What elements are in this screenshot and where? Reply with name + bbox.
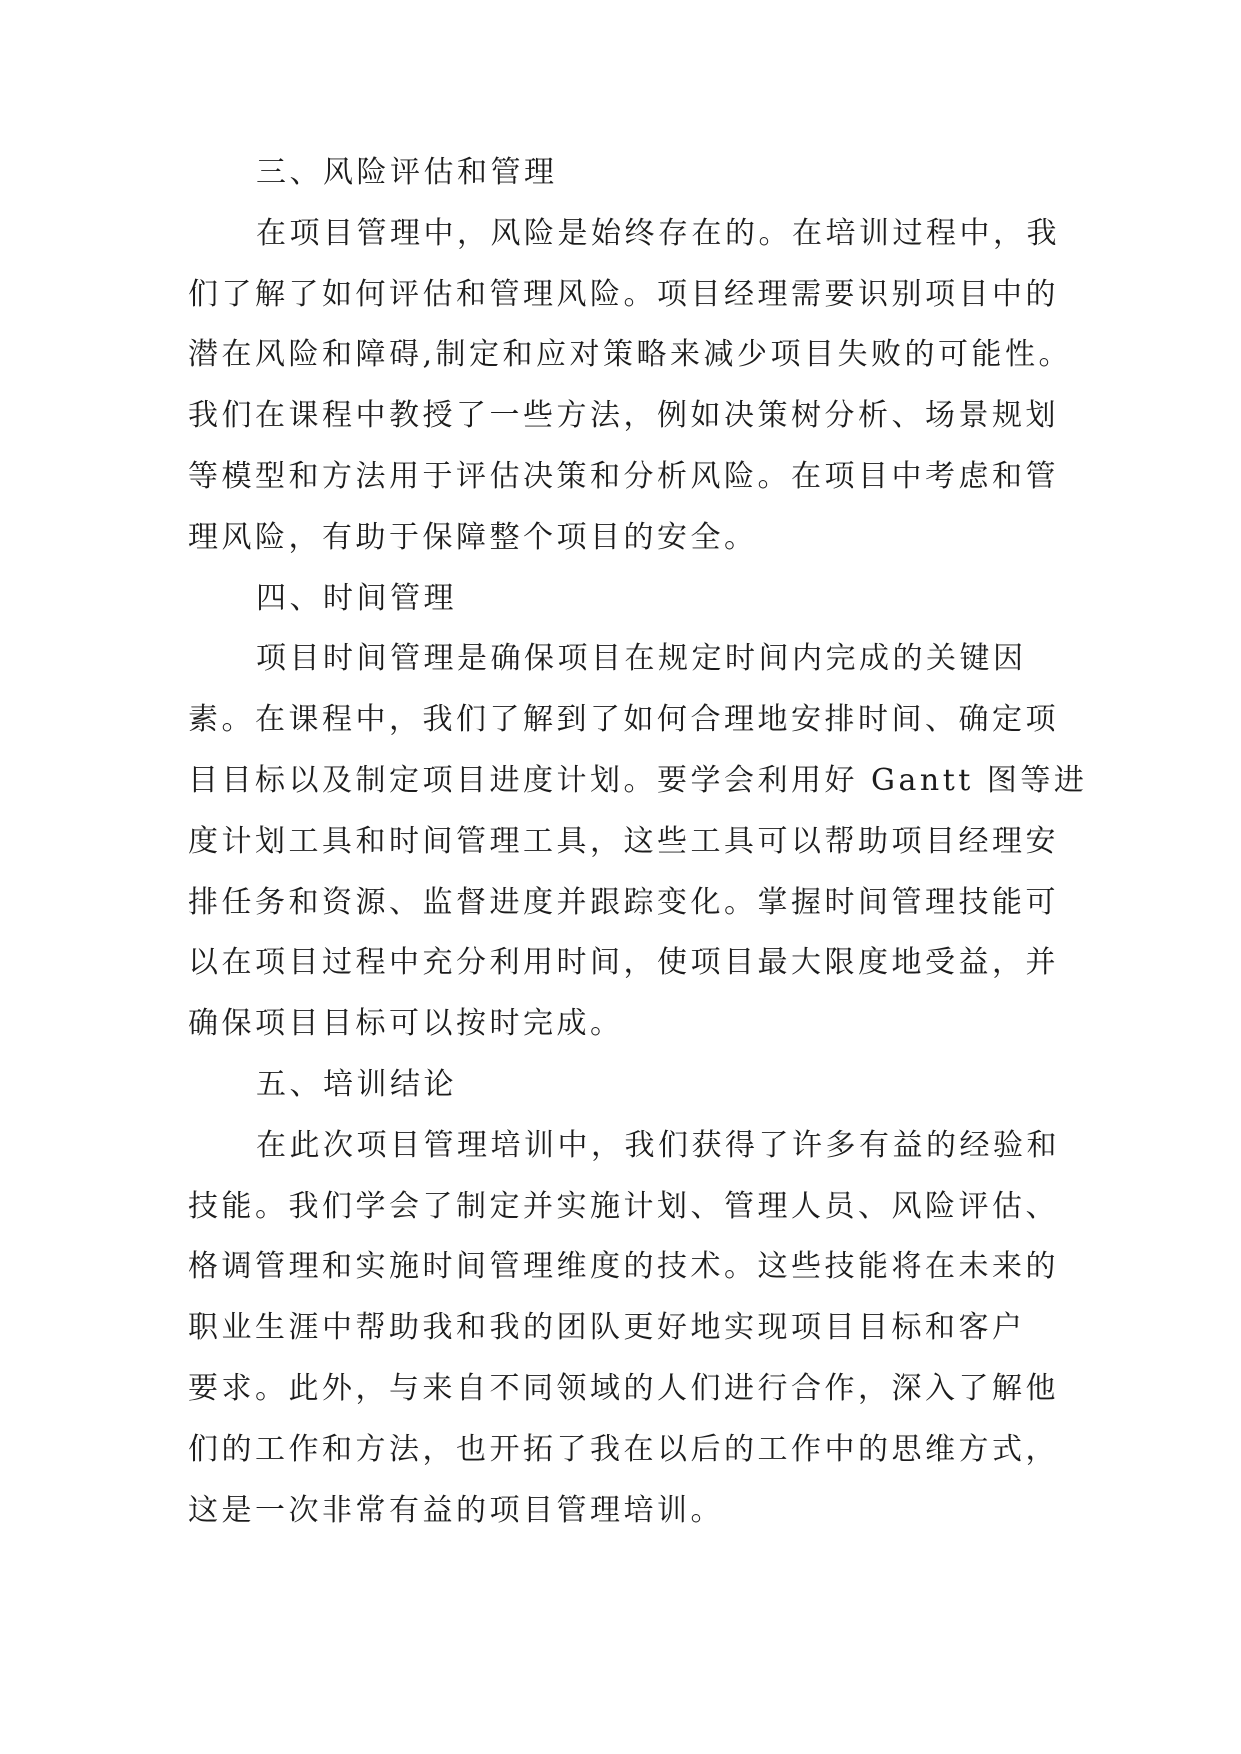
paragraph-line: 技能。我们学会了制定并实施计划、管理人员、风险评估、	[188, 1188, 1059, 1224]
paragraph-line: 等模型和方法用于评估决策和分析风险。在项目中考虑和管	[188, 458, 1059, 494]
paragraph-line: 素。在课程中，我们了解到了如何合理地安排时间、确定项	[188, 702, 1059, 738]
paragraph-line: 我们在课程中教授了一些方法，例如决策树分析、场景规划	[188, 398, 1059, 434]
paragraph-line: 排任务和资源、监督进度并跟踪变化。掌握时间管理技能可	[188, 884, 1059, 920]
paragraph-line: 目目标以及制定项目进度计划。要学会利用好 Gantt 图等进	[188, 762, 1088, 798]
paragraph-line: 理风险，有助于保障整个项目的安全。	[188, 519, 758, 555]
paragraph-line: 项目时间管理是确保项目在规定时间内完成的关键因	[256, 641, 1027, 677]
paragraph-line: 要求。此外，与来自不同领域的人们进行合作，深入了解他	[188, 1370, 1059, 1406]
paragraph-line: 格调管理和实施时间管理维度的技术。这些技能将在未来的	[188, 1249, 1059, 1285]
section-heading-conclusion: 五、培训结论	[256, 1066, 457, 1102]
paragraph-line: 这是一次非常有益的项目管理培训。	[188, 1492, 724, 1528]
paragraph-line: 们了解了如何评估和管理风险。项目经理需要识别项目中的	[188, 276, 1059, 312]
paragraph-line: 确保项目目标可以按时完成。	[188, 1006, 624, 1042]
section-heading-risk: 三、风险评估和管理	[256, 155, 558, 190]
paragraph-line: 们的工作和方法，也开拓了我在以后的工作中的思维方式，	[188, 1431, 1059, 1467]
paragraph-line: 在项目管理中，风险是始终存在的。在培训过程中，我	[256, 215, 1060, 251]
document-body	[188, 153, 1088, 1551]
paragraph-line: 度计划工具和时间管理工具，这些工具可以帮助项目经理安	[188, 823, 1059, 859]
paragraph-line: 职业生涯中帮助我和我的团队更好地实现项目目标和客户	[188, 1310, 1026, 1346]
section-heading-time: 四、时间管理	[256, 580, 457, 616]
paragraph-line: 以在项目过程中充分利用时间，使项目最大限度地受益，并	[188, 945, 1059, 981]
paragraph-line: 在此次项目管理培训中，我们获得了许多有益的经验和	[256, 1127, 1060, 1163]
paragraph-line: 潜在风险和障碍,制定和应对策略来减少项目失败的可能性。	[188, 337, 1073, 373]
